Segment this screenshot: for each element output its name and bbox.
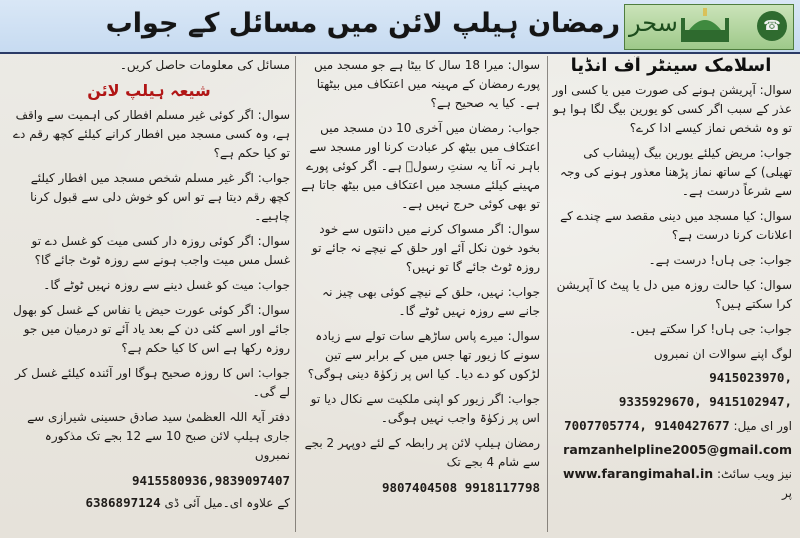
phone-row [8, 493, 290, 513]
qa-paragraph: جواب: مریض کیلئے یورین بیگ (پیشاب کی تھیلی) کے ساتھ نماز پڑھنا معذور ہونے کی وجہ سے شرعاً درست ہے۔ [559, 146, 792, 198]
header-band [0, 0, 800, 54]
office-text: دفتر آیۃ اللہ العظمیٰ سید صادق حسینی شیرازی سے جاری ہیلپ لائن صبح 10 سے 12 بجے تک مذکورہ نمبروں [27, 410, 290, 462]
qa-paragraph: سوال: کیا حالت روزہ میں دل یا پیٹ کا آپریشن کرا سکتے ہیں؟ [556, 278, 792, 311]
page-title: رمضان ہیلپ لائن میں مسائل کے جواب [105, 8, 620, 39]
phone-row [8, 471, 290, 491]
phone-numbers: 9415580936,9839097407 [131, 473, 290, 488]
qa-paragraph: سوال: آپریشن ہونے کی صورت میں یا کسی اور عذر کے سبب اگر کسی کو یورین بیگ لگا ہوا ہو تو وہ شخص نماز کیسے ادا کرے؟ [552, 83, 792, 135]
middle-column [300, 56, 540, 532]
qa-paragraph: سوال: میرے پاس ساڑھے سات تولے سے زیادہ سونے کا زیور تھا جس میں کے برابر سے تین لڑکوں کو دے دیا۔ کیا اس پر زکوٰۃ دینی ہوگی؟ [307, 329, 540, 381]
qa-paragraph: جواب: اس کا روزہ صحیح ہوگا اور آئندہ کیلئے غسل کر لے گی۔ [14, 366, 290, 399]
qa-paragraph: سوال: میرا 18 سال کا بیٹا ہے جو مسجد میں پورے رمضان کے مہینہ میں اعتکاف میں بیٹھتا ہے۔ کیا یہ صحیح ہے؟ [313, 58, 540, 110]
qa-paragraph: جواب: اگر غیر مسلم شخص مسجد میں افطار کیلئے کچھ رقم دیتا ہے تو اس کو خوش دلی سے قبول کرنا چاہیے۔ [30, 171, 290, 223]
intro-text: مسائل کی معلومات حاصل کریں۔ [119, 58, 290, 72]
helpline-text: رمضان ہیلپ لائن پر رابطہ کے لئے دوپہر 2 بجے سے شام 4 بجے تک [304, 436, 540, 469]
phone-numbers: 9335929670, 9415102947, [618, 394, 792, 409]
phone-row [550, 392, 792, 412]
phone-row [550, 416, 792, 436]
website-url: www.farangimahal.in [562, 466, 714, 481]
qa-paragraph: سوال: اگر کوئی عورت حیض یا نفاس کے غسل کو بھول جائے اور اسے کئی دن کے بعد یاد آئے تو درمیان میں جو روزہ رکھا ہے اس کا کیا حکم ہے؟ [13, 303, 290, 355]
center-name: اسلامک سینٹر آف انڈیا [570, 56, 772, 76]
column-divider [547, 56, 548, 532]
qa-paragraph: جواب: نہیں، حلق کے نیچے کوئی بھی چیز نہ جانے سے روزہ نہیں ٹوٹے گا۔ [322, 285, 540, 318]
calligraphy-icon: سحر [629, 9, 678, 37]
website-row [550, 464, 792, 503]
right-column [550, 56, 792, 532]
phone-numbers: 9807404508 9918117798 [381, 480, 540, 495]
qa-paragraph: سوال: کیا مسجد میں دینی مقصد سے چندے کے اعلانات کرنا درست ہے؟ [560, 209, 792, 242]
section-heading: شیعہ ہیلپ لائن [87, 81, 211, 100]
qa-paragraph: سوال: اگر کوئی روزہ دار کسی میت کو غسل دے تو غسل مس میت واجب ہونے سے روزہ ٹوٹ جائے گا؟ [31, 234, 290, 267]
mosque-dome-icon [677, 8, 733, 44]
phone-numbers: 9415023970, [709, 370, 792, 385]
email-id-label: کے علاوہ ای۔میل آئی ڈی [164, 496, 290, 510]
phone-numbers: 6386897124 [85, 495, 161, 510]
phone-row [550, 368, 792, 388]
left-column [8, 56, 290, 532]
email-label: اور ای میل: [733, 419, 792, 433]
contact-intro: لوگ اپنے سوالات ان نمبروں [653, 347, 792, 361]
qa-paragraph: جواب: جی ہاں! درست ہے۔ [648, 253, 792, 267]
phone-numbers: 7007705774, 9140427677 [564, 418, 730, 433]
qa-paragraph: سوال: اگر کوئی غیر مسلم افطار کی اہمیت سے واقف ہے، وہ کسی مسجد میں افطار کرانے کیلئے کچھ رقم دے تو کیا حکم ہے؟ [13, 108, 290, 160]
masthead-logo [624, 4, 794, 50]
website-suffix: پر [782, 486, 792, 500]
qa-paragraph: جواب: رمضان میں آخری 10 دن مسجد میں اعتکاف میں بیٹھ کر عبادت کرنا اور مسجد سے باہر نہ آنا یہ سنتِ رسولؐ ہے۔ اگر کوئی پورے مہینے کیلئے مسجد میں اعتکاف میں بیٹھ جاتا ہے تو بھی کوئی حرج نہیں ہے۔ [301, 121, 540, 211]
qa-paragraph: جواب: میت کو غسل دینے سے روزہ نہیں ٹوٹے گا۔ [43, 278, 290, 292]
column-divider [295, 56, 296, 532]
website-label: نیز ویب سائٹ: [716, 467, 792, 481]
qa-paragraph: جواب: اگر زیور کو اپنی ملکیت سے نکال دیا تو اس پر زکوٰۃ واجب نہیں ہوگی۔ [310, 392, 540, 425]
email-address: ramzanhelpline2005@gmail.com [563, 442, 792, 457]
qa-paragraph: سوال: اگر مسواک کرنے میں دانتوں سے خود بخود خون نکل آئے اور حلق کے نیچے نہ جائے تو روزہ ٹوٹ جائے گا تو نہیں؟ [311, 222, 540, 274]
phone-row [300, 478, 540, 498]
qa-paragraph: جواب: جی ہاں! کرا سکتے ہیں۔ [629, 322, 792, 336]
telephone-icon: ☎ [757, 11, 787, 41]
email-row [550, 440, 792, 460]
